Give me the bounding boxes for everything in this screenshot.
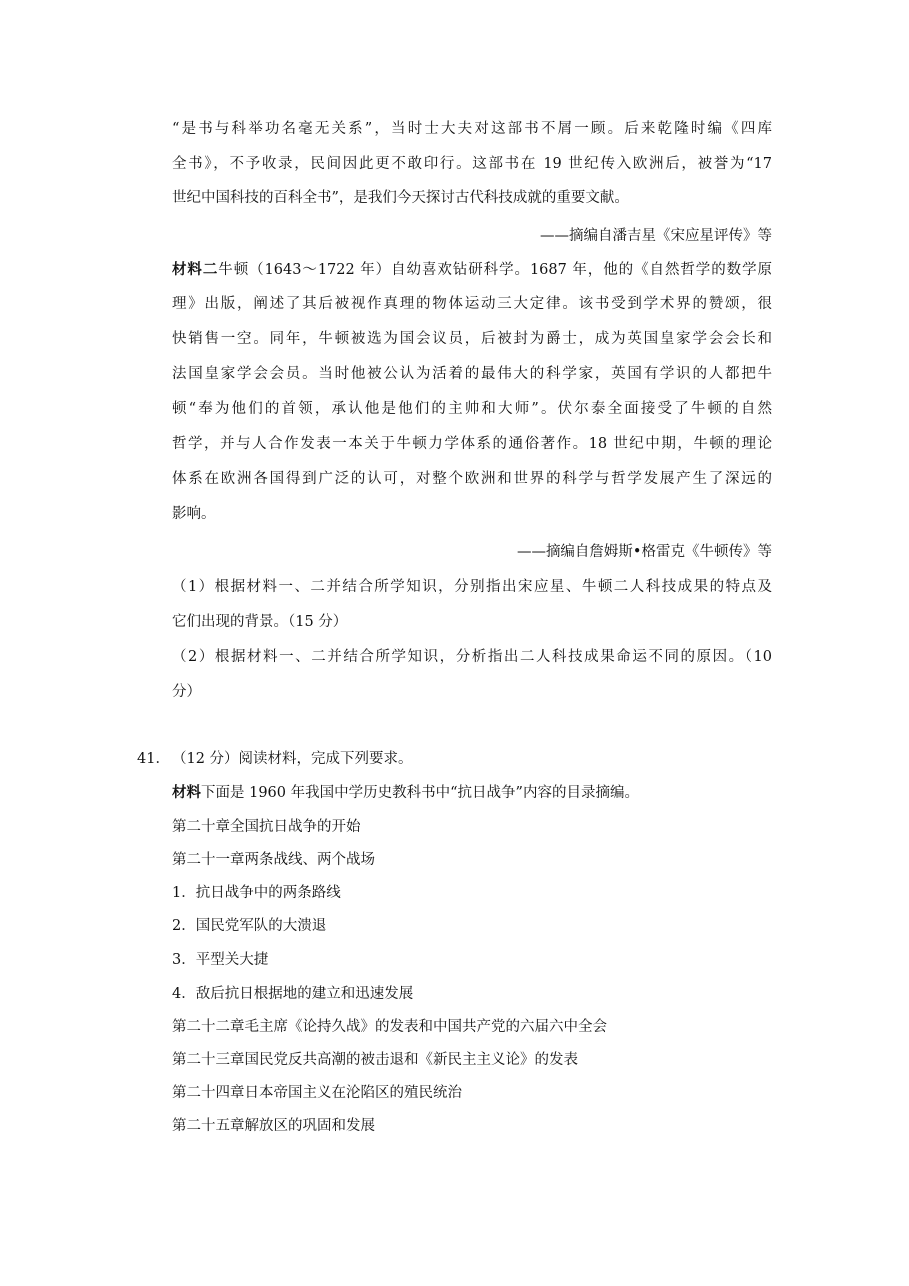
toc-item: 3．平型关大捷: [172, 952, 269, 968]
material-two-line-8: 影响。: [172, 506, 216, 522]
material-two-line-5: 顿“奉为他们的首领，承认他是他们的主帅和大师”。伏尔泰全面接受了牛顿的自然: [172, 401, 772, 417]
material-two-line-3: 快销售一空。同年，牛顿被选为国会议员，后被封为爵士，成为英国皇家学会会长和: [172, 331, 772, 347]
question-41-material-intro: 下面是 1960 年我国中学历史教科书中“抗日战争”内容的目录摘编。: [201, 785, 639, 801]
material-two-line-2: 理》出版，阐述了其后被视作真理的物体运动三大定律。该书受到学术界的赞颂，很: [172, 296, 772, 312]
material-two-line-4: 法国皇家学会会员。当时他被公认为活着的最伟大的科学家，英国有学识的人都把牛: [172, 366, 772, 382]
toc-item: 第二十五章解放区的巩固和发展: [172, 1118, 375, 1134]
material-one-source: ——摘编自潘吉星《宋应星评传》等: [540, 228, 772, 244]
question-40-1-line-2: 它们出现的背景。（15 分）: [172, 614, 348, 630]
toc-item: 2．国民党军队的大溃退: [172, 918, 327, 934]
question-41-material: [172, 782, 772, 804]
material-one-line-2: 全书》，不予收录，民间因此更不敢印行。这部书在 19 世纪传入欧洲后，被誉为“17: [172, 156, 772, 172]
question-41-prompt: （12 分）阅读材料，完成下列要求。: [172, 751, 413, 767]
material-two-line-1-text: 牛顿（1643～1722 年）自幼喜欢钻研科学。1687 年，他的《自然哲学的数学原: [218, 262, 772, 278]
question-41-number: 41．: [137, 751, 170, 767]
toc-item: 第二十二章毛主席《论持久战》的发表和中国共产党的六届六中全会: [172, 1019, 607, 1035]
material-one-line-3: 世纪中国科技的百科全书”，是我们今天探讨古代科技成就的重要文献。: [172, 190, 629, 206]
material-two-line-6: 哲学，并与人合作发表一本关于牛顿力学体系的通俗著作。18 世纪中期，牛顿的理论: [172, 436, 772, 452]
toc-item: 第二十四章日本帝国主义在沦陷区的殖民统治: [172, 1085, 462, 1101]
material-two-line-1: [172, 259, 772, 281]
material-two-label: 材料二: [172, 261, 219, 278]
toc-item: 第二十章全国抗日战争的开始: [172, 819, 361, 835]
toc-item: 第二十三章国民党反共高潮的被击退和《新民主主义论》的发表: [172, 1052, 578, 1068]
material-two-source: ——摘编自詹姆斯•格雷克《牛顿传》等: [516, 544, 772, 560]
toc-item: 第二十一章两条战线、两个战场: [172, 852, 375, 868]
question-40-2-line-2: 分）: [172, 684, 201, 700]
toc-item: 4．敌后抗日根据地的建立和迅速发展: [172, 986, 414, 1002]
question-40-2-line-1: （2）根据材料一、二并结合所学知识，分析指出二人科技成果命运不同的原因。（10: [172, 649, 772, 665]
toc-item: 1．抗日战争中的两条路线: [172, 885, 341, 901]
question-41-material-label: 材料: [172, 784, 201, 801]
material-one-line-1: “是书与科举功名毫无关系”，当时士大夫对这部书不屑一顾。后来乾隆时编《四库: [172, 121, 772, 137]
question-40-1-line-1: （1）根据材料一、二并结合所学知识，分别指出宋应星、牛顿二人科技成果的特点及: [172, 579, 772, 595]
material-two-line-7: 体系在欧洲各国得到广泛的认可，对整个欧洲和世界的科学与哲学发展产生了深远的: [172, 471, 772, 487]
